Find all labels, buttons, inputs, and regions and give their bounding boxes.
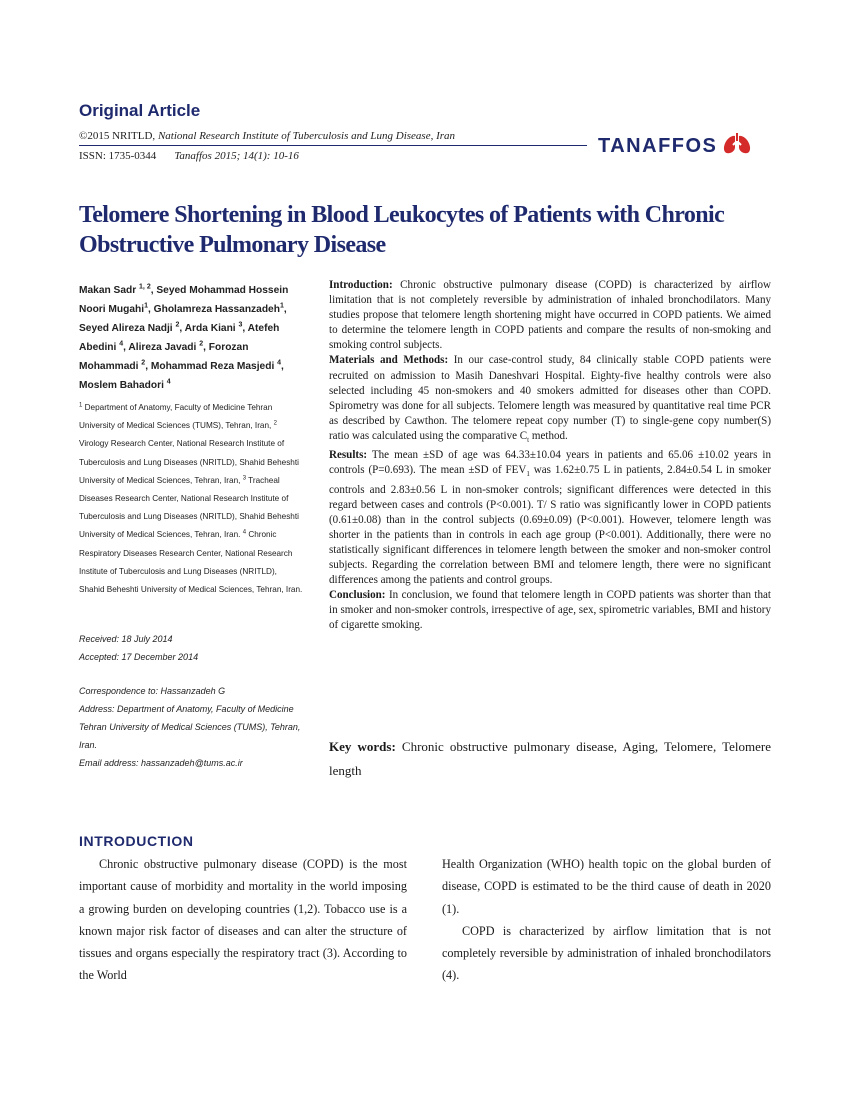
correspondence-email[interactable]: Email address: hassanzadeh@tums.ac.ir — [79, 758, 243, 768]
copyright-prefix: ©2015 NRITLD, — [79, 130, 158, 142]
author: Forozan Mohammadi $^2$ — [79, 342, 249, 372]
copyright-institution: National Research Institute of Tuberculosis and Lung Disease, Iran — [157, 130, 456, 142]
journal-logo — [598, 133, 752, 160]
article-title: Telomere Shortening in Blood Leukocytes of Patients with Chronic Obstructive Pulmonary Disease — [79, 202, 725, 258]
abstract-methods: Materials and Methods: In our case-control study, 84 clinically stable COPD patients were recruited on admission to Masih Daneshvari Hospital. Eighty-five healthy controls were also selected including 45 non-smokers and 40 smokers admitted for diseases other than COPD. Spirometry was done for all subjects. Telomere length was measured by quantitative real time PCR as described by Cawthon. The telomere repeat copy number (T) to single-gene copy number(S) ratio was calculated using the comparative $C_t$ method. — [329, 354, 771, 445]
affiliation: $^3$ Tracheal Diseases Research Center, National Research Institute of Tuberculosis and Lung Diseases (NRITLD), Shahid Beheshti University of Medical Sciences, Tehran, Iran. — [79, 475, 299, 540]
abstract-conclusion: Conclusion: In conclusion, we found that telomere length in COPD patients was shorter than that in smoker and non-smoker controls, irrespective of age, sex, spirometric variables, BMI and history of cigarette smoking. — [329, 589, 771, 632]
author: Mohammad Reza Masjedi $^4$ — [150, 359, 282, 372]
author: Alireza Javadi $^2$ — [128, 340, 204, 353]
correspondence-to: Correspondence to: Hassanzadeh G — [79, 686, 226, 696]
affiliation: $^2$ Virology Research Center, National Research Institute of Tuberculosis and Lung Diseases (NRITLD), Shahid Beheshti University of Medical Sciences, Tehran, Iran, — [79, 420, 299, 485]
issn: ISSN: 1735-0344 — [79, 150, 157, 162]
keywords-text: Chronic obstructive pulmonary disease, Aging, Telomere, Telomere length — [329, 739, 771, 778]
journal-name: TANAFFOS — [598, 135, 718, 157]
author: Makan Sadr $^{1, 2}$ — [79, 283, 151, 296]
abstract-introduction: Introduction: Chronic obstructive pulmonary disease (COPD) is characterized by airflow limitation that is not completely reversible by administration of inhaled bronchodilators. Many studies propose that telomere length shortening might have occurred in COPD patients. We aimed to determine the telomere length in COPD patients and compare the results of non-smoking and smoking control subjects. — [329, 279, 771, 352]
keywords — [329, 735, 771, 783]
body-paragraph: Chronic obstructive pulmonary disease (COPD) is the most important cause of morbidity and mortality in the world imposing a growing burden on developing countries (1,2). Tobacco use is a known major risk factor of diseases and can alter the structure of tissues and organs especially the respiratory tract (3). According to the World — [79, 857, 407, 983]
correspondence-address: Address: Department of Anatomy, Faculty of Medicine Tehran University of Medical Sciences (TUMS), Tehran, Iran. — [79, 704, 301, 750]
affiliation-list — [79, 399, 304, 599]
body-paragraph: COPD is characterized by airflow limitation that is not completely reversible by administration of inhaled bronchodilators (4). — [442, 923, 771, 983]
author: Gholamreza Hassanzadeh$^1$ — [153, 302, 284, 315]
author: Seyed Mohammad Hossein Noori Mugahi$^1$ — [79, 285, 289, 315]
author: Arda Kiani $^3$ — [184, 321, 243, 334]
author-list: Makan Sadr $^{1, 2}$, Seyed Mohammad Hossein Noori Mugahi$^1$, Gholamreza Hassanzadeh$^1$, Seyed Alireza Nadji $^2$, Arda Kiani $^3$, Atefeh Abedini $^4$, Alireza Javadi $^2$, Forozan Mohammadi $^2$, Mohammad Reza Masjedi $^4$, Moslem Bahadori $^4$ — [79, 283, 289, 391]
article-dates — [79, 630, 304, 666]
body-paragraph: Health Organization (WHO) health topic on the global burden of disease, COPD is estimated to be the third cause of death in 2020 (1). — [442, 857, 771, 916]
issn-line — [79, 150, 299, 162]
affiliation: $^1$ Department of Anatomy, Faculty of Medicine Tehran University of Medical Sciences (TUMS), Tehran, Iran, — [79, 402, 273, 431]
abstract — [329, 278, 771, 634]
keywords-label: Key words: — [329, 739, 396, 754]
author: Moslem Bahadori $^4$ — [79, 378, 171, 391]
journal-citation: Tanaffos 2015; 14(1): 10-16 — [174, 150, 299, 162]
article-type-label: Original Article — [79, 101, 201, 120]
body-column-left — [79, 853, 407, 987]
lungs-icon — [722, 133, 752, 160]
author: Seyed Alireza Nadji $^2$ — [79, 321, 180, 334]
copyright-line — [79, 130, 587, 146]
correspondence-block — [79, 682, 304, 772]
affiliation: $^4$ Chronic Respiratory Diseases Research Center, National Research Institute of Tuberculosis and Lung Diseases (NRITLD), Shahid Beheshti University of Medical Sciences, Tehran, Iran. — [79, 529, 303, 595]
author: Atefeh Abedini $^4$ — [79, 323, 280, 353]
abstract-results: Results: The mean ±SD of age was 64.33±10.04 years in patients and 65.06 ±10.02 years in controls (P=0.693). The mean ±SD of $FEV_1$ was 1.62±0.75 L in patients, 2.84±0.54 L in smoker controls and 2.83±0.56 L in non-smoker controls; significant differences were detected in this regard between cases and controls (P<0.001). T/ S ratio was significantly lower in COPD patients (0.61±0.08) than in the control subjects (0.69±0.09) (P<0.001). However, telomere length was shorter in the patients than in controls in each age group (P<0.001). Additionally, there were no statistically significant differences in telomere length between the smoker and non-smoker control subjects. Regarding the correlation between BMI and telomere length, there were no significant differences among the patients and control groups. — [329, 449, 771, 587]
accepted-date: Accepted: 17 December 2014 — [79, 652, 199, 662]
received-date: Received: 18 July 2014 — [79, 634, 173, 644]
section-heading-introduction: INTRODUCTION — [79, 833, 194, 849]
body-column-right — [442, 853, 771, 987]
